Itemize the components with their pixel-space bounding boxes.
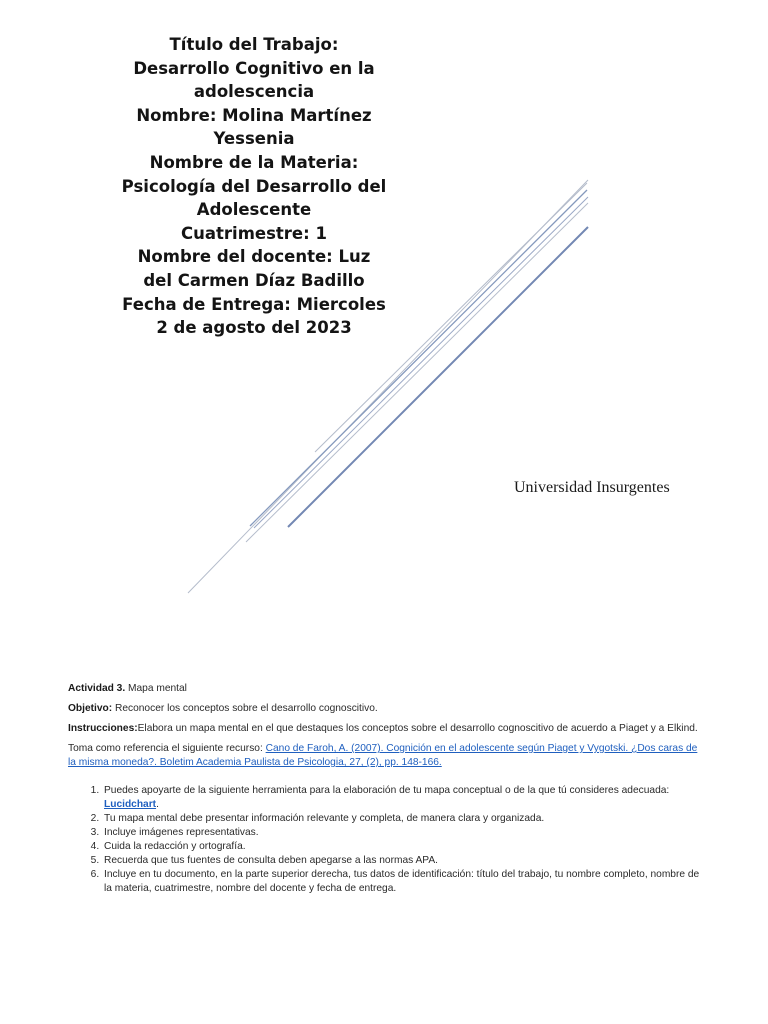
subject-line: Adolescente	[196, 200, 312, 220]
deco-line	[315, 183, 587, 452]
subject-line: Psicología del Desarrollo del	[121, 176, 387, 196]
term-line: Cuatrimestre: 1	[181, 223, 327, 243]
steps-list	[68, 784, 708, 896]
objective-label: Objetivo:	[68, 703, 113, 714]
step-item: 6. Incluye en tu documento, en la parte superior derecha, tus datos de identificación: título del trabajo, tu nombre completo, nombre de la materia, cuatrimestre, nombre del docente y fecha de entrega.	[102, 868, 708, 896]
due-date-line: Fecha de Entrega: Miercoles	[122, 294, 386, 314]
title-line: adolescencia	[193, 82, 315, 102]
step-item: 4. Cuida la redacción y ortografía.	[102, 840, 708, 854]
objective-text: Reconocer los conceptos sobre el desarrollo cognoscitivo.	[112, 703, 378, 714]
name-line: Nombre: Molina Martínez	[136, 105, 372, 125]
step-item: 2. Tu mapa mental debe presentar información relevante y completa, de manera clara y organizada.	[102, 812, 708, 826]
activity-heading	[68, 682, 708, 696]
instructions-label: Instrucciones:	[68, 723, 138, 734]
title-line: Desarrollo Cognitivo en la	[133, 58, 375, 78]
objective-paragraph	[68, 702, 708, 716]
instructions-paragraph	[68, 722, 708, 736]
step-item: 5. Recuerda que tus fuentes de consulta deben apegarse a las normas APA.	[102, 854, 708, 868]
activity-label: Actividad 3.	[68, 683, 126, 694]
due-date-line: 2 de agosto del 2023	[156, 318, 352, 338]
activity-section	[68, 682, 708, 896]
step-item: 3. Incluye imágenes representativas.	[102, 826, 708, 840]
name-line: Yessenia	[213, 129, 295, 149]
reference-prefix: Toma como referencia el siguiente recurso:	[68, 743, 266, 754]
deco-line	[250, 190, 587, 526]
reference-link[interactable]: Cano de Faroh, A. (2007). Cognición en el adolescente según Piaget y Vygotski. ¿Dos caras de la misma moneda?. Boletim Academia Paulista de Psicologia, 27, (2), pp. 148-166.	[68, 743, 698, 768]
teacher-line: del Carmen Díaz Badillo	[143, 270, 365, 290]
teacher-line: Nombre del docente: Luz	[137, 247, 371, 267]
lucidchart-link[interactable]: Lucidchart	[104, 799, 157, 810]
step-item	[102, 784, 708, 812]
title-line: Título del Trabajo:	[169, 35, 339, 54]
activity-title: Mapa mental	[125, 683, 187, 694]
instructions-text: Elabora un mapa mental en el que destaques los conceptos sobre el desarrollo cognoscitivo de acuerdo a Piaget y a Elkind.	[137, 723, 698, 734]
step-suffix: .	[156, 799, 159, 810]
step-text: Puedes apoyarte de la siguiente herramienta para la elaboración de tu mapa conceptual o de la que tú consideres adecuada:	[104, 785, 670, 796]
university-name: Universidad Insurgentes	[514, 479, 670, 496]
subject-line: Nombre de la Materia:	[149, 152, 359, 172]
reference-paragraph	[68, 742, 708, 770]
